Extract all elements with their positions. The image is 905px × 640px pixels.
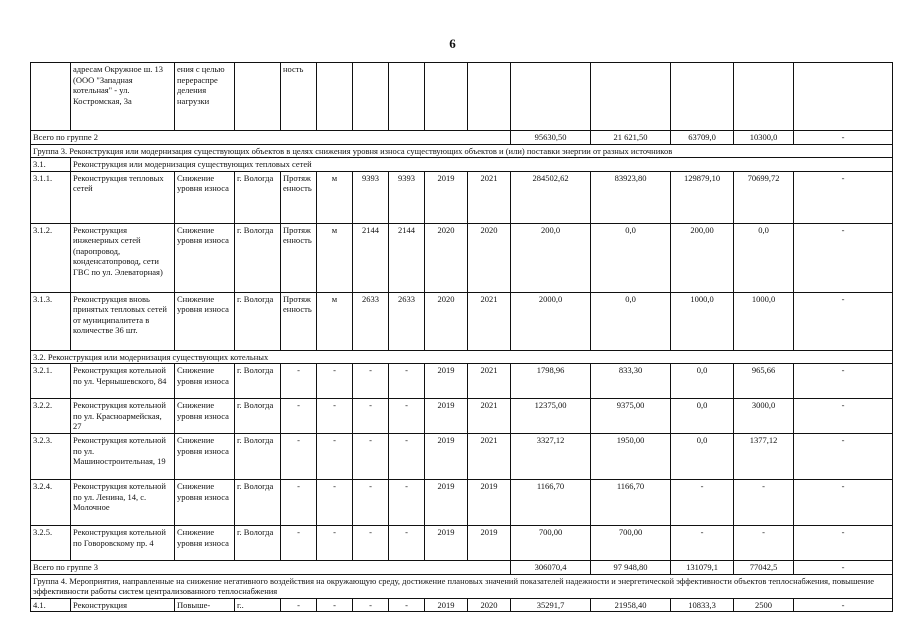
cell-name: Реконструкция тепловых сетей — [71, 171, 175, 223]
cell-name: Реконструкция инженерных сетей (паропровод, конденсатопровод, сети ГВС по ул. Элеваторная) — [71, 223, 175, 292]
cell-unit: м — [317, 223, 353, 292]
cell-total: 35291,7 — [511, 598, 591, 612]
cell-num: 4.1. — [31, 598, 71, 612]
cell-2019: 9375,00 — [591, 399, 671, 434]
cell-note: - — [794, 598, 893, 612]
cell-2020: 10833,3 — [671, 598, 734, 612]
cell-start: 2020 — [425, 223, 468, 292]
cell-2021: 1000,0 — [734, 292, 794, 350]
cell-num: 3.2.5. — [31, 526, 71, 561]
cell-2020: 129879,10 — [671, 171, 734, 223]
table-row — [31, 171, 893, 223]
cell-2021: 3000,0 — [734, 399, 794, 434]
cell-name: Реконструкция котельной по Говоровскому пр. 4 — [71, 526, 175, 561]
cell-name: Реконструкция котельной по ул. Красноармейская, 27 — [71, 399, 175, 434]
cell-param: Протяженность — [281, 223, 317, 292]
cell-2021: 70699,72 — [734, 171, 794, 223]
cell-before: 2144 — [353, 223, 389, 292]
total-label: Всего по группе 2 — [31, 131, 511, 145]
table-row — [31, 292, 893, 350]
cell-num: 3.1.1. — [31, 171, 71, 223]
cell-2021: 1377,12 — [734, 434, 794, 480]
cell-end — [468, 63, 511, 131]
cell-total: 2000,0 — [511, 292, 591, 350]
cell-unit: м — [317, 171, 353, 223]
cell-unit: - — [317, 434, 353, 480]
cell-purpose: Снижение уровня износа — [175, 480, 235, 526]
cell-after: - — [389, 434, 425, 480]
cell-unit: - — [317, 399, 353, 434]
cell-note: - — [794, 399, 893, 434]
cell-param: - — [281, 364, 317, 399]
cell-note: - — [794, 364, 893, 399]
cell-place: г. Вологда — [235, 480, 281, 526]
cell-end: 2019 — [468, 480, 511, 526]
subsection-3-1-title: Реконструкция или модернизация существующих тепловых сетей — [71, 158, 893, 172]
cell-2020: - — [671, 480, 734, 526]
cell-unit: - — [317, 364, 353, 399]
cell-2019: 21958,40 — [591, 598, 671, 612]
cell-purpose: Снижение уровня износа — [175, 526, 235, 561]
page-number: 6 — [449, 36, 456, 51]
cell-total: 200,0 — [511, 223, 591, 292]
cell-note: - — [794, 526, 893, 561]
cell-after: - — [389, 526, 425, 561]
cell-end: 2019 — [468, 526, 511, 561]
cell-place: г. Вологда — [235, 171, 281, 223]
total-label: Всего по группе 3 — [31, 561, 511, 575]
cell-name: Реконструкция котельной по ул. Машиностроительная, 19 — [71, 434, 175, 480]
total-row-group-3 — [31, 561, 893, 575]
cell-2020: 200,00 — [671, 223, 734, 292]
cell-total: 12375,00 — [511, 399, 591, 434]
subsection-3-2-row — [31, 350, 893, 364]
table-row — [31, 598, 893, 612]
cell-name: Реконструкция вновь принятых тепловых сетей от муниципалитета в количестве 36 шт. — [71, 292, 175, 350]
cell-note: - — [794, 480, 893, 526]
cell-param: Протяженность — [281, 171, 317, 223]
cell-before: 9393 — [353, 171, 389, 223]
cell-purpose: Снижение уровня износа — [175, 292, 235, 350]
cell-before: - — [353, 434, 389, 480]
cell-note — [794, 63, 893, 131]
cell-num: 3.2.2. — [31, 399, 71, 434]
cell-purpose: Снижение уровня износа — [175, 223, 235, 292]
cell-2020 — [671, 63, 734, 131]
table-row — [31, 434, 893, 480]
cell-after: 2144 — [389, 223, 425, 292]
cell-note: - — [794, 131, 893, 145]
cell-note: - — [794, 561, 893, 575]
cell-2020: 63709,0 — [671, 131, 734, 145]
cell-before: - — [353, 399, 389, 434]
cell-start — [425, 63, 468, 131]
cell-before — [353, 63, 389, 131]
cell-end: 2021 — [468, 292, 511, 350]
cell-start: 2019 — [425, 434, 468, 480]
cell-purpose: Снижение уровня износа — [175, 434, 235, 480]
cell-place: г. Вологда — [235, 223, 281, 292]
cell-unit: - — [317, 598, 353, 612]
cell-2019: 833,30 — [591, 364, 671, 399]
cell-name: Реконструкция котельной по ул. Чернышевского, 84 — [71, 364, 175, 399]
group-3-header-row — [31, 144, 893, 158]
cell-after — [389, 63, 425, 131]
cell-param: - — [281, 399, 317, 434]
cell-2019: 97 948,80 — [591, 561, 671, 575]
cell-2020: - — [671, 526, 734, 561]
cell-unit: - — [317, 480, 353, 526]
cell-2021: 10300,0 — [734, 131, 794, 145]
cell-place: г. Вологда — [235, 526, 281, 561]
cell-start: 2019 — [425, 526, 468, 561]
cell-2019: 21 621,50 — [591, 131, 671, 145]
cell-2021: - — [734, 480, 794, 526]
cell-param: ность — [281, 63, 317, 131]
cell-start: 2019 — [425, 171, 468, 223]
table-row — [31, 364, 893, 399]
cell-after: - — [389, 364, 425, 399]
cell-num — [31, 63, 71, 131]
cell-total: 95630,50 — [511, 131, 591, 145]
cell-place: г. Вологда — [235, 399, 281, 434]
cell-place: г.. — [235, 598, 281, 612]
cell-before: - — [353, 598, 389, 612]
cell-total: 1798,96 — [511, 364, 591, 399]
cell-2021: - — [734, 526, 794, 561]
cell-unit: - — [317, 526, 353, 561]
cell-num: 3.2.3. — [31, 434, 71, 480]
subsection-3-1-row — [31, 158, 893, 172]
cell-2020: 0,0 — [671, 364, 734, 399]
cell-2020: 131079,1 — [671, 561, 734, 575]
cell-num: 3.2.4. — [31, 480, 71, 526]
group-4-header: Группа 4. Мероприятия, направленные на снижение негативного воздействия на окружающую среду, достижение плановых значений показателей надежности и энергетической эффективности объектов теплоснабжения, повышение эффективности работы систем централизованного теплоснабжения — [31, 574, 893, 598]
investment-program-table — [30, 62, 893, 612]
cell-2021: 77042,5 — [734, 561, 794, 575]
cell-name: адресам Окружное ш. 13 (ООО "Западная котельная" - ул. Костромская, 3а — [71, 63, 175, 131]
cell-start: 2019 — [425, 399, 468, 434]
cell-2019: 0,0 — [591, 223, 671, 292]
cell-num: 3.2.1. — [31, 364, 71, 399]
cell-2021: 0,0 — [734, 223, 794, 292]
subsection-3-2-title: 3.2. Реконструкция или модернизация существующих котельных — [31, 350, 893, 364]
cell-total: 1166,70 — [511, 480, 591, 526]
cell-total: 284502,62 — [511, 171, 591, 223]
cell-param: - — [281, 598, 317, 612]
cell-after: 2633 — [389, 292, 425, 350]
cell-2019 — [591, 63, 671, 131]
table-row — [31, 399, 893, 434]
cell-2019: 83923,80 — [591, 171, 671, 223]
cell-note: - — [794, 223, 893, 292]
table-row — [31, 526, 893, 561]
cell-2020: 0,0 — [671, 399, 734, 434]
cell-purpose: Снижение уровня износа — [175, 171, 235, 223]
cell-unit: м — [317, 292, 353, 350]
group-4-header-row — [31, 574, 893, 598]
cell-end: 2020 — [468, 223, 511, 292]
cell-before: - — [353, 364, 389, 399]
cell-2019: 0,0 — [591, 292, 671, 350]
cell-before: - — [353, 480, 389, 526]
cell-before: 2633 — [353, 292, 389, 350]
cell-2021: 2500 — [734, 598, 794, 612]
cell-param: - — [281, 526, 317, 561]
cell-2019: 1166,70 — [591, 480, 671, 526]
cell-num: 3.1.2. — [31, 223, 71, 292]
cell-name: Реконструкция котельной по ул. Ленина, 14, с. Молочное — [71, 480, 175, 526]
cell-after: - — [389, 399, 425, 434]
cell-purpose: ения с целью перераспре деления нагрузки — [175, 63, 235, 131]
cell-start: 2019 — [425, 598, 468, 612]
cell-2019: 700,00 — [591, 526, 671, 561]
table-row — [31, 480, 893, 526]
cell-end: 2020 — [468, 598, 511, 612]
cell-after: 9393 — [389, 171, 425, 223]
cell-note: - — [794, 171, 893, 223]
cell-purpose: Снижение уровня износа — [175, 399, 235, 434]
cell-2020: 0,0 — [671, 434, 734, 480]
table-row — [31, 63, 893, 131]
cell-param: - — [281, 480, 317, 526]
cell-note: - — [794, 292, 893, 350]
cell-2021: 965,66 — [734, 364, 794, 399]
cell-2021 — [734, 63, 794, 131]
cell-total: 3327,12 — [511, 434, 591, 480]
table-row — [31, 223, 893, 292]
cell-end: 2021 — [468, 399, 511, 434]
cell-2020: 1000,0 — [671, 292, 734, 350]
cell-start: 2020 — [425, 292, 468, 350]
cell-purpose: Снижение уровня износа — [175, 364, 235, 399]
cell-end: 2021 — [468, 364, 511, 399]
cell-end: 2021 — [468, 171, 511, 223]
cell-after: - — [389, 480, 425, 526]
cell-2019: 1950,00 — [591, 434, 671, 480]
cell-num: 3.1. — [31, 158, 71, 172]
cell-param: Протяженность — [281, 292, 317, 350]
cell-total: 306070,4 — [511, 561, 591, 575]
cell-start: 2019 — [425, 364, 468, 399]
cell-start: 2019 — [425, 480, 468, 526]
cell-before: - — [353, 526, 389, 561]
group-3-header: Группа 3. Реконструкция или модернизация существующих объектов в целях снижения уровня износа существующих объектов и (или) поставки энергии от разных источников — [31, 144, 893, 158]
cell-param: - — [281, 434, 317, 480]
cell-unit — [317, 63, 353, 131]
cell-total — [511, 63, 591, 131]
cell-place: г. Вологда — [235, 434, 281, 480]
cell-place: г. Вологда — [235, 364, 281, 399]
cell-name: Реконструкция — [71, 598, 175, 612]
cell-note: - — [794, 434, 893, 480]
cell-end: 2021 — [468, 434, 511, 480]
cell-purpose: Повыше- — [175, 598, 235, 612]
cell-total: 700,00 — [511, 526, 591, 561]
cell-place — [235, 63, 281, 131]
cell-after: - — [389, 598, 425, 612]
total-row-group-2 — [31, 131, 893, 145]
cell-place: г. Вологда — [235, 292, 281, 350]
cell-num: 3.1.3. — [31, 292, 71, 350]
